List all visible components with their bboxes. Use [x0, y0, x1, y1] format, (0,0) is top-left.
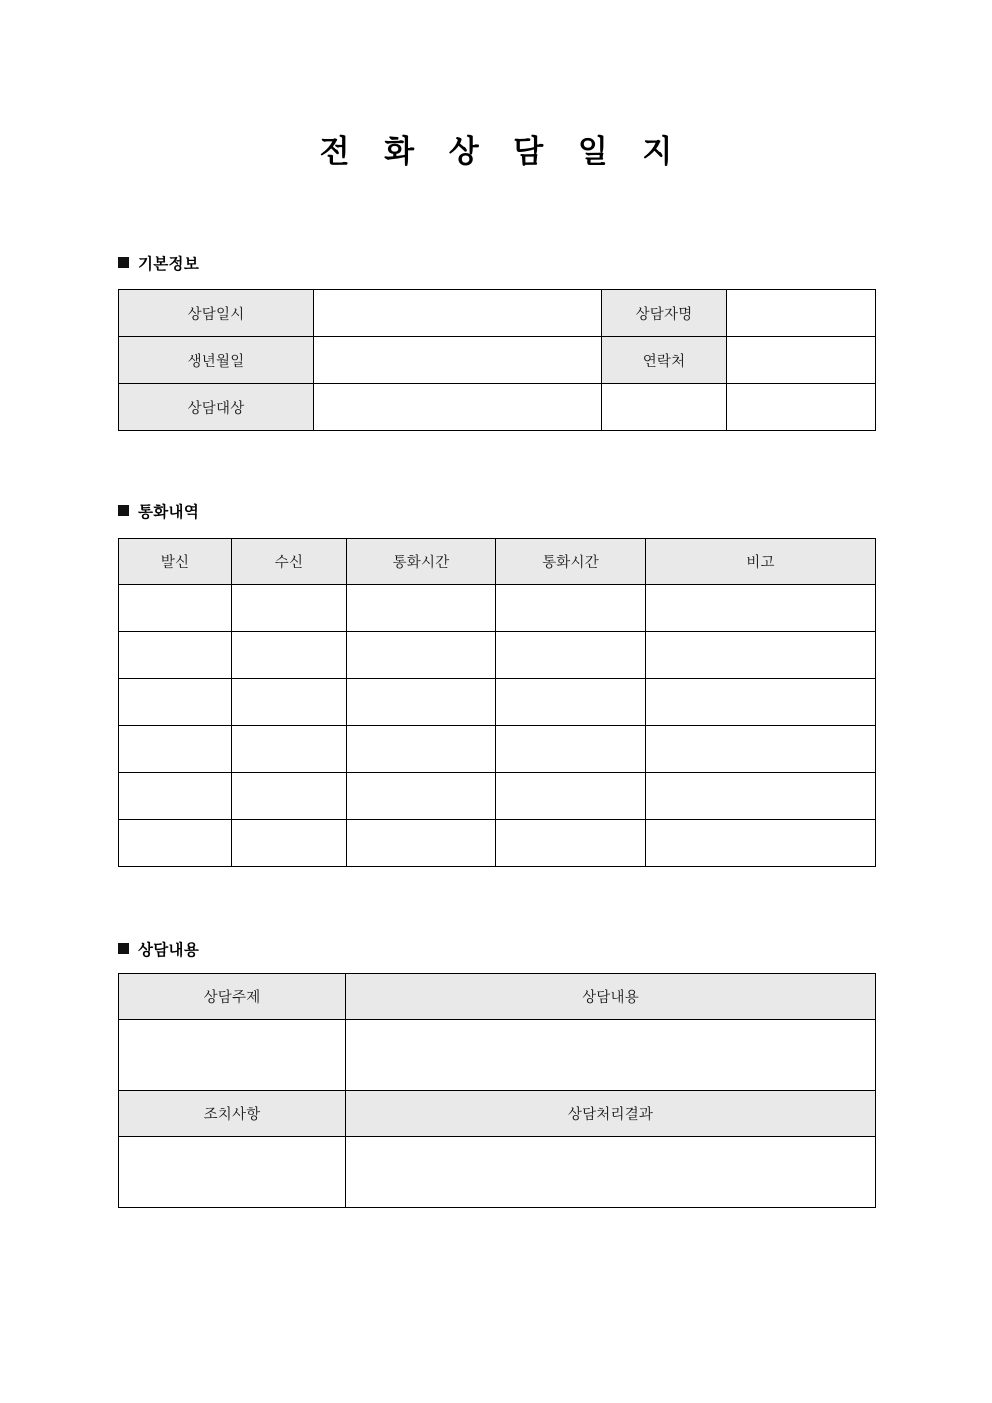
call-column-outgoing: 발신	[119, 539, 232, 585]
filled-square-icon	[118, 257, 129, 268]
call-cell[interactable]	[496, 820, 646, 867]
call-history-table	[118, 538, 876, 867]
call-cell[interactable]	[646, 585, 876, 632]
call-cell[interactable]	[119, 632, 232, 679]
call-cell[interactable]	[232, 726, 347, 773]
section-header-consultation	[118, 938, 199, 960]
consultation-header-action: 조치사항	[119, 1091, 346, 1137]
consultation-header-topic: 상담주제	[119, 974, 346, 1020]
call-cell[interactable]	[646, 820, 876, 867]
call-column-remarks: 비고	[646, 539, 876, 585]
section-header-call-history	[118, 500, 199, 522]
call-cell[interactable]	[347, 585, 496, 632]
call-cell[interactable]	[496, 632, 646, 679]
basic-value-consult-datetime[interactable]	[314, 290, 602, 337]
call-cell[interactable]	[119, 820, 232, 867]
table-row	[119, 632, 876, 679]
filled-square-icon	[118, 505, 129, 516]
table-row	[119, 773, 876, 820]
consultation-table	[118, 973, 876, 1208]
call-cell[interactable]	[646, 773, 876, 820]
basic-value-contact[interactable]	[727, 337, 876, 384]
table-row	[119, 1020, 876, 1091]
call-cell[interactable]	[232, 632, 347, 679]
section-header-basic-info	[118, 252, 199, 274]
call-column-incoming: 수신	[232, 539, 347, 585]
consultation-value-result[interactable]	[346, 1137, 876, 1208]
filled-square-icon	[118, 943, 129, 954]
call-column-call-time-1: 통화시간	[347, 539, 496, 585]
section-header-call-history-label: 통화내역	[138, 504, 200, 521]
call-cell[interactable]	[119, 585, 232, 632]
call-cell[interactable]	[232, 585, 347, 632]
call-cell[interactable]	[119, 726, 232, 773]
table-row	[119, 290, 876, 337]
basic-info-table	[118, 289, 876, 431]
basic-value-birthdate[interactable]	[314, 337, 602, 384]
table-row	[119, 679, 876, 726]
call-cell[interactable]	[347, 820, 496, 867]
basic-blank-value[interactable]	[727, 384, 876, 431]
basic-label-contact: 연락처	[602, 337, 727, 384]
call-cell[interactable]	[347, 632, 496, 679]
basic-label-consult-target: 상담대상	[119, 384, 314, 431]
basic-value-counselor-name[interactable]	[727, 290, 876, 337]
basic-label-counselor-name: 상담자명	[602, 290, 727, 337]
call-cell[interactable]	[496, 726, 646, 773]
consultation-header-content: 상담내용	[346, 974, 876, 1020]
basic-label-birthdate: 생년월일	[119, 337, 314, 384]
table-header-row	[119, 974, 876, 1020]
call-cell[interactable]	[646, 726, 876, 773]
consultation-value-action[interactable]	[119, 1137, 346, 1208]
table-header-row	[119, 539, 876, 585]
call-cell[interactable]	[119, 773, 232, 820]
call-cell[interactable]	[646, 679, 876, 726]
call-cell[interactable]	[496, 773, 646, 820]
call-column-call-time-2: 통화시간	[496, 539, 646, 585]
table-row	[119, 384, 876, 431]
call-cell[interactable]	[119, 679, 232, 726]
table-header-row	[119, 1091, 876, 1137]
section-header-basic-info-label: 기본정보	[138, 256, 200, 273]
basic-blank-cell[interactable]	[602, 384, 727, 431]
call-cell[interactable]	[232, 820, 347, 867]
consultation-value-topic[interactable]	[119, 1020, 346, 1091]
basic-value-consult-target[interactable]	[314, 384, 602, 431]
consultation-value-content[interactable]	[346, 1020, 876, 1091]
section-header-consultation-label: 상담내용	[138, 942, 200, 959]
basic-label-consult-datetime: 상담일시	[119, 290, 314, 337]
table-row	[119, 337, 876, 384]
call-cell[interactable]	[232, 679, 347, 726]
call-cell[interactable]	[347, 726, 496, 773]
table-row	[119, 585, 876, 632]
table-row	[119, 726, 876, 773]
call-cell[interactable]	[496, 585, 646, 632]
page-title: 전 화 상 담 일 지	[319, 134, 686, 169]
table-row	[119, 820, 876, 867]
table-row	[119, 1137, 876, 1208]
call-cell[interactable]	[347, 773, 496, 820]
call-cell[interactable]	[646, 632, 876, 679]
call-cell[interactable]	[496, 679, 646, 726]
consultation-header-result: 상담처리결과	[346, 1091, 876, 1137]
call-cell[interactable]	[347, 679, 496, 726]
call-cell[interactable]	[232, 773, 347, 820]
